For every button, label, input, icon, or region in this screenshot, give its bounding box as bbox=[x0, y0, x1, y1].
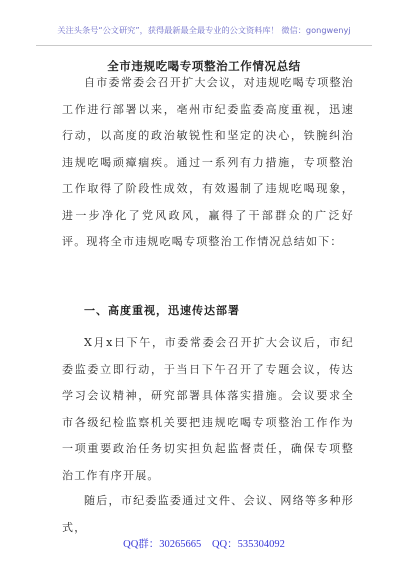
document-title: 全市违规吃喝专项整治工作情况总结 bbox=[107, 59, 301, 73]
section-1-paragraph-1: X月x日下午，市委常委会召开扩大会议后，市纪委监委立即行动，于当日下午召开了专题会议，传达学习会议精神，研究部署具体落实措施。会议要求全市各级纪检监察机关要把违规吃喝专项整治工作作为一项重要政治任务切实担负起监督责任，确保专项整治工作有序开展。 bbox=[62, 336, 354, 482]
header-note: 关注头条号“公文研究”，获得最新最全最专业的公文资料库！ 微信：gongwenyj bbox=[57, 25, 351, 35]
header-divider bbox=[36, 45, 372, 46]
section-1-paragraph-2: 随后，市纪委监委通过文件、会议、网络等多种形式， bbox=[62, 494, 354, 534]
intro-paragraph: 自市委常委会召开扩大会议，对违规吃喝专项整治工作进行部署以来，亳州市纪委监委高度重视，迅速行动，以高度的政治敏锐性和坚定的决心，铁腕纠治违规吃喝顽瘴痼疾。通过一系列有力措施，专项整治工作取得了阶段性成效，有效遏制了违规吃喝现象，进一步净化了党风政风，赢得了干部群众的广泛好评。现将全市违规吃喝专项整治工作情况总结如下： bbox=[62, 76, 354, 248]
footer-contact bbox=[0, 536, 408, 551]
footer-qq-number: QQ：535304092 bbox=[211, 539, 285, 550]
section-heading-1: 一、高度重视，迅速传达部署 bbox=[84, 304, 240, 317]
footer-qq-group: QQ群：30265665 bbox=[123, 539, 202, 550]
